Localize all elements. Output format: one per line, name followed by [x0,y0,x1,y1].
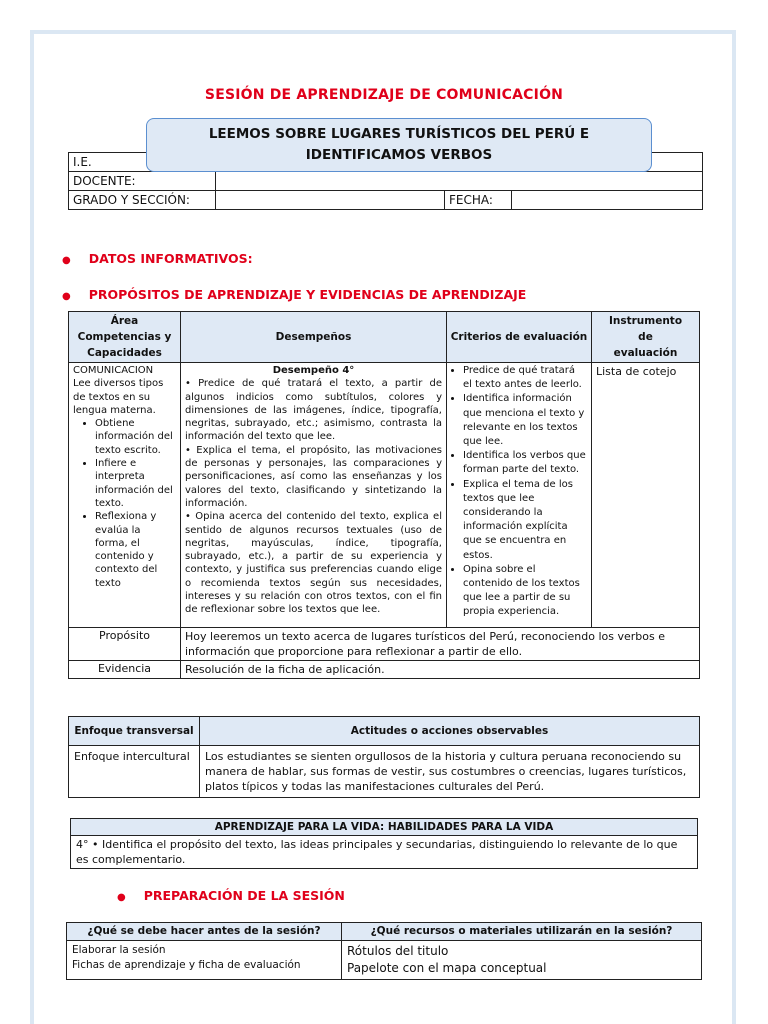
banner-line-1: LEEMOS SOBRE LUGARES TURÍSTICOS DEL PERÚ E [208,126,590,142]
proposito-label: Propósito [69,628,181,661]
purpose-table [68,311,700,679]
list-item: • Infiere e interpreta información del texto. [95,457,176,510]
header-enfoque: Enfoque transversal [69,717,200,746]
header-recursos: ¿Qué recursos o materiales utilizarán en la sesión? [342,923,702,941]
evidencia-text: Resolución de la ficha de aplicación. [181,661,700,679]
fecha-label: FECHA: [445,191,512,210]
area-cell [69,363,181,628]
antes-cell [67,941,342,980]
section-preparacion-label: PREPARACIÓN DE LA SESIÓN [143,888,345,903]
list-item: • Identifica los verbos que forman parte del texto. [463,449,587,477]
instrumento-cell: Lista de cotejo [592,363,700,628]
section-datos [62,251,253,266]
actitudes-value: Los estudiantes se sienten orgullosos de la historia y cultura peruana reconociendo su manera de hablar, sus formas de vestir, sus costumbres o creencias, lugares turísticos, platos típicos y todas las manifestaciones culturales del Perú. [200,746,700,798]
list-item: • Explica el tema de los textos que lee considerando la información explícita que se encuentra en estos. [463,478,587,563]
aprendizaje-text: 4° • Identifica el propósito del texto, las ideas principales y secundarias, distinguiendo lo relevante de lo que es complementario. [71,836,698,869]
area-name: COMUNICACION [73,365,154,376]
enfoque-value: Enfoque intercultural [69,746,200,798]
aprendizaje-header: APRENDIZAJE PARA LA VIDA: HABILIDADES PARA LA VIDA [71,819,698,836]
enfoque-table [68,716,700,798]
header-criterios: Criterios de evaluación [447,312,592,363]
section-propositos [62,287,526,302]
criterios-cell [447,363,592,628]
desempeno-item: • Explica el tema, el propósito, las motivaciones de personas y personajes, las comparaciones y personificaciones, así como las enseñanzas y los valores del texto, clasificando y sintetizando la información. [185,444,442,509]
criterios-list [451,364,587,620]
bullet-icon: ● [117,892,126,903]
desempeno-item: • Opina acerca del contenido del texto, explica el sentido de algunos recursos textuales (uso de negritas, mayúsculas, índice, tipografía, subrayado, etc.), a partir de su experiencia y contexto, y justifica sus preferencias cuando elige o recomienda textos según sus necesidades, intereses y su relación con otros textos, con el fin de reflexionar sobre los textos que lee. [185,511,442,616]
bullet-icon: ● [62,255,71,266]
header-antes: ¿Qué se debe hacer antes de la sesión? [67,923,342,941]
section-datos-label: DATOS INFORMATIVOS: [88,251,253,266]
header-instrumento: Instrumento de evaluación [592,312,700,363]
list-item: Fichas de aprendizaje y ficha de evaluación [72,959,301,971]
banner-line-2: IDENTIFICAMOS VERBOS [305,147,493,163]
desempeno-title: Desempeño 4° [272,365,355,376]
desempeno-cell [181,363,447,628]
competencia: Lee diversos tipos de textos en su lengua materna. [73,378,164,416]
list-item: • Reflexiona y evalúa la forma, el contenido y contexto del texto [95,510,176,590]
list-item: • Opina sobre el contenido de los textos que lee a partir de su propia experiencia. [463,563,587,620]
list-item: Elaborar la sesión [72,944,166,956]
section-propositos-label: PROPÓSITOS DE APRENDIZAJE Y EVIDENCIAS DE APRENDIZAJE [88,287,527,302]
list-item: Rótulos del titulo [347,944,449,958]
session-banner [146,118,652,172]
header-area: Área Competencias y Capacidades [69,312,181,363]
preparacion-table [66,922,702,980]
aprendizaje-table [70,818,698,869]
list-item: • Obtiene información del texto escrito. [95,417,176,457]
section-preparacion [117,888,345,903]
ie-label: I.E. [69,153,216,172]
recursos-cell [342,941,702,980]
page-title: SESIÓN DE APRENDIZAJE DE COMUNICACIÓN [204,87,564,103]
header-actitudes: Actitudes o acciones observables [200,717,700,746]
proposito-text: Hoy leeremos un texto acerca de lugares turísticos del Perú, reconociendo los verbos e información que proporcione para reflexionar a partir de ello. [181,628,700,661]
list-item: • Predice de qué tratará el texto antes de leerlo. [463,364,587,392]
list-item: • Identifica información que menciona el texto y relevante en los textos que lee. [463,392,587,449]
docente-label: DOCENTE: [69,172,216,191]
bullet-icon: ● [62,291,71,302]
capacidades-list [73,417,176,590]
fecha-value [512,191,703,210]
grado-value [216,191,445,210]
evidencia-label: Evidencia [69,661,181,679]
list-item: Papelote con el mapa conceptual [347,961,547,975]
docente-value [216,172,703,191]
header-desempenos: Desempeños [181,312,447,363]
desempeno-item: • Predice de qué tratará el texto, a partir de algunos indicios como subtítulos, colores y dimensiones de las imágenes, índice, tipografía, negritas, subrayado, etc.; asimismo, contrasta la información del texto que lee. [185,378,442,443]
grado-label: GRADO Y SECCIÓN: [69,191,216,210]
